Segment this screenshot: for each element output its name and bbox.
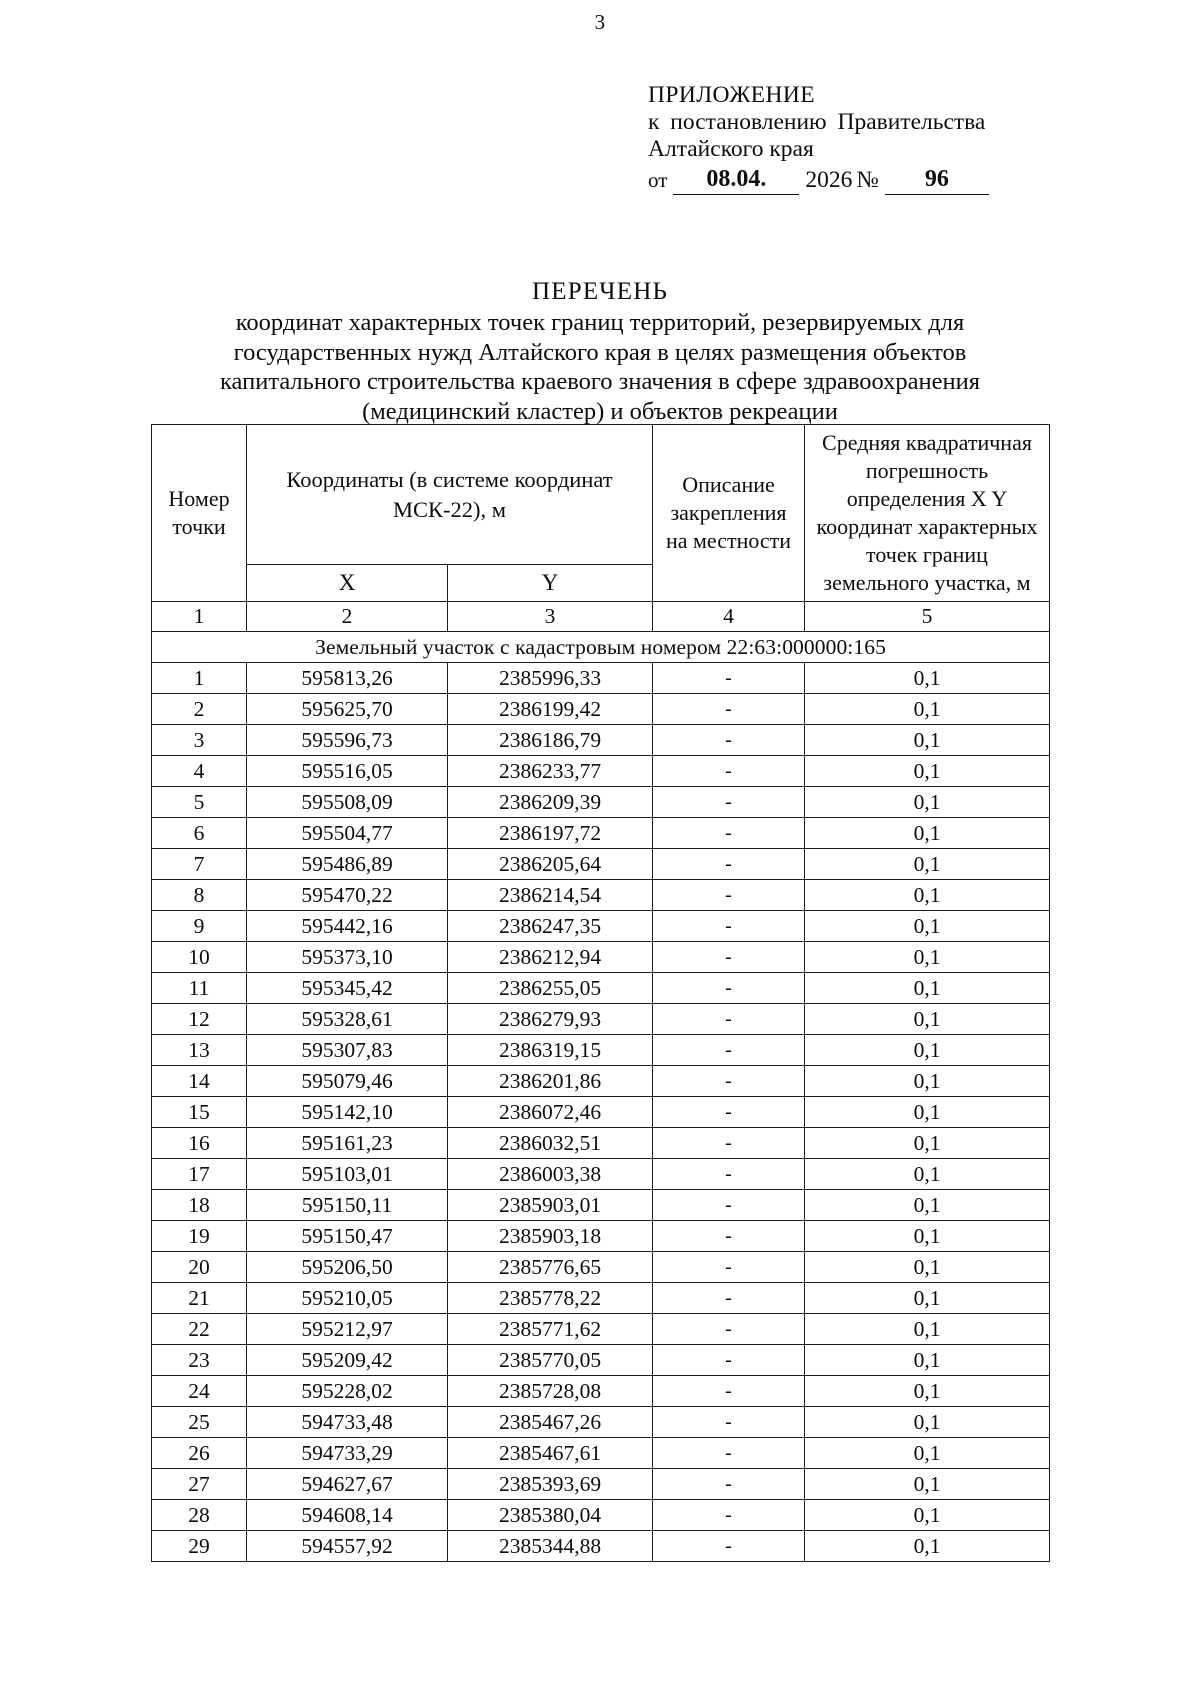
document-heading [150,278,1050,426]
x-coordinate-cell: 595150,47 [247,1221,448,1252]
description-cell: - [653,1345,805,1376]
table-row [152,1159,1050,1190]
x-coordinate-cell: 595209,42 [247,1345,448,1376]
x-coordinate-cell: 595486,89 [247,849,448,880]
y-coordinate-cell: 2386201,86 [448,1066,653,1097]
description-cell: - [653,1004,805,1035]
description-cell: - [653,1066,805,1097]
x-coordinate-cell: 595345,42 [247,973,448,1004]
point-number-cell: 14 [152,1066,247,1097]
y-coordinate-cell: 2386205,64 [448,849,653,880]
y-coordinate-cell: 2386032,51 [448,1128,653,1159]
th-x: X [247,565,448,602]
page-number: 3 [594,10,606,34]
x-coordinate-cell: 595625,70 [247,694,448,725]
y-coordinate-cell: 2386247,35 [448,911,653,942]
description-cell: - [653,694,805,725]
y-coordinate-cell: 2386186,79 [448,725,653,756]
appendix-title: ПРИЛОЖЕНИЕ [648,82,816,108]
description-cell: - [653,818,805,849]
table-row [152,1314,1050,1345]
th-y: Y [448,565,653,602]
error-cell: 0,1 [805,756,1050,787]
point-number-cell: 18 [152,1190,247,1221]
error-cell: 0,1 [805,818,1050,849]
x-coordinate-cell: 594627,67 [247,1469,448,1500]
description-cell: - [653,973,805,1004]
error-cell: 0,1 [805,1407,1050,1438]
description-cell: - [653,1469,805,1500]
table-row [152,942,1050,973]
description-cell: - [653,1283,805,1314]
error-cell: 0,1 [805,1531,1050,1562]
th-description: Описание закрепления на местности [653,425,805,602]
description-cell: - [653,1376,805,1407]
error-cell: 0,1 [805,1376,1050,1407]
error-cell: 0,1 [805,663,1050,694]
y-coordinate-cell: 2385903,18 [448,1221,653,1252]
col-num-5: 5 [805,602,1050,632]
description-cell: - [653,1252,805,1283]
table-row [152,725,1050,756]
y-coordinate-cell: 2386197,72 [448,818,653,849]
error-cell: 0,1 [805,1283,1050,1314]
point-number-cell: 12 [152,1004,247,1035]
table-row [152,1221,1050,1252]
x-coordinate-cell: 595103,01 [247,1159,448,1190]
table-header-row-main [152,425,1050,565]
x-coordinate-cell: 595228,02 [247,1376,448,1407]
y-coordinate-cell: 2385380,04 [448,1500,653,1531]
error-cell: 0,1 [805,694,1050,725]
x-coordinate-cell: 595161,23 [247,1128,448,1159]
table-row [152,818,1050,849]
table-body [152,632,1050,1562]
y-coordinate-cell: 2385771,62 [448,1314,653,1345]
error-cell: 0,1 [805,1128,1050,1159]
table-row [152,849,1050,880]
x-coordinate-cell: 595150,11 [247,1190,448,1221]
error-cell: 0,1 [805,1066,1050,1097]
appendix-date-row [648,166,1068,195]
y-coordinate-cell: 2385344,88 [448,1531,653,1562]
point-number-cell: 24 [152,1376,247,1407]
description-cell: - [653,1035,805,1066]
error-cell: 0,1 [805,1500,1050,1531]
description-cell: - [653,756,805,787]
point-number-cell: 23 [152,1345,247,1376]
y-coordinate-cell: 2385903,01 [448,1190,653,1221]
table-row [152,1252,1050,1283]
description-cell: - [653,1221,805,1252]
error-cell: 0,1 [805,1438,1050,1469]
y-coordinate-cell: 2386319,15 [448,1035,653,1066]
x-coordinate-cell: 595206,50 [247,1252,448,1283]
x-coordinate-cell: 594733,48 [247,1407,448,1438]
table-row [152,1438,1050,1469]
x-coordinate-cell: 595442,16 [247,911,448,942]
x-coordinate-cell: 595516,05 [247,756,448,787]
y-coordinate-cell: 2385728,08 [448,1376,653,1407]
th-point-number: Номер точки [152,425,247,602]
table-row [152,694,1050,725]
description-cell: - [653,725,805,756]
y-coordinate-cell: 2386233,77 [448,756,653,787]
error-cell: 0,1 [805,1159,1050,1190]
point-number-cell: 6 [152,818,247,849]
description-cell: - [653,849,805,880]
point-number-cell: 11 [152,973,247,1004]
error-cell: 0,1 [805,725,1050,756]
point-number-cell: 29 [152,1531,247,1562]
point-number-cell: 21 [152,1283,247,1314]
description-cell: - [653,942,805,973]
heading-subtitle-line-1: координат характерных точек границ территорий, резервируемых для [235,309,965,336]
decree-year-value: 2026 [805,167,853,193]
cadastral-section-label: Земельный участок с кадастровым номером 22:63:000000:165 [152,632,1050,663]
x-coordinate-cell: 595079,46 [247,1066,448,1097]
table-row [152,1097,1050,1128]
table-row [152,1407,1050,1438]
description-cell: - [653,1500,805,1531]
heading-title: ПЕРЕЧЕНЬ [531,278,669,305]
y-coordinate-cell: 2385996,33 [448,663,653,694]
table-row [152,1376,1050,1407]
th-coordinates-group: Координаты (в системе координат МСК-22), м [247,425,653,565]
x-coordinate-cell: 595212,97 [247,1314,448,1345]
error-cell: 0,1 [805,973,1050,1004]
table-row [152,663,1050,694]
point-number-cell: 26 [152,1438,247,1469]
x-coordinate-cell: 595504,77 [247,818,448,849]
heading-subtitle-line-2: государственных нужд Алтайского края в целях размещения объектов [233,338,967,366]
table-column-numbers-row [152,602,1050,632]
description-cell: - [653,1407,805,1438]
table-row [152,1283,1050,1314]
col-num-2: 2 [247,602,448,632]
col-num-4: 4 [653,602,805,632]
y-coordinate-cell: 2385393,69 [448,1469,653,1500]
point-number-cell: 25 [152,1407,247,1438]
description-cell: - [653,1438,805,1469]
error-cell: 0,1 [805,1004,1050,1035]
appendix-authority-line: к постановлению Правительства [648,109,986,135]
x-coordinate-cell: 595142,10 [247,1097,448,1128]
table-row [152,1500,1050,1531]
point-number-cell: 17 [152,1159,247,1190]
table-row [152,1190,1050,1221]
description-cell: - [653,1128,805,1159]
point-number-cell: 7 [152,849,247,880]
number-sign: № [856,167,879,193]
error-cell: 0,1 [805,1345,1050,1376]
x-coordinate-cell: 594733,29 [247,1438,448,1469]
heading-subtitle-line-3: капитального строительства краевого значения в сфере здравоохранения [220,368,980,395]
table-row [152,1035,1050,1066]
table-row [152,1345,1050,1376]
point-number-cell: 9 [152,911,247,942]
point-number-cell: 13 [152,1035,247,1066]
heading-subtitle-line-4: (медицинский кластер) и объектов рекреации [362,397,838,425]
date-label: от [648,168,668,192]
coordinates-table [151,424,1050,1562]
description-cell: - [653,787,805,818]
table-row [152,1469,1050,1500]
y-coordinate-cell: 2385770,05 [448,1345,653,1376]
col-num-1: 1 [152,602,247,632]
approval-block [648,82,1068,195]
decree-date-value: 08.04. [673,166,799,195]
table-row [152,787,1050,818]
point-number-cell: 20 [152,1252,247,1283]
error-cell: 0,1 [805,1252,1050,1283]
x-coordinate-cell: 594608,14 [247,1500,448,1531]
error-cell: 0,1 [805,849,1050,880]
y-coordinate-cell: 2386199,42 [448,694,653,725]
x-coordinate-cell: 595470,22 [247,880,448,911]
y-coordinate-cell: 2386209,39 [448,787,653,818]
y-coordinate-cell: 2386003,38 [448,1159,653,1190]
y-coordinate-cell: 2386072,46 [448,1097,653,1128]
x-coordinate-cell: 595328,61 [247,1004,448,1035]
point-number-cell: 1 [152,663,247,694]
col-num-3: 3 [448,602,653,632]
point-number-cell: 19 [152,1221,247,1252]
error-cell: 0,1 [805,942,1050,973]
cadastral-section-row [152,632,1050,663]
x-coordinate-cell: 595373,10 [247,942,448,973]
y-coordinate-cell: 2385467,61 [448,1438,653,1469]
point-number-cell: 28 [152,1500,247,1531]
table-row [152,911,1050,942]
error-cell: 0,1 [805,1314,1050,1345]
description-cell: - [653,1190,805,1221]
point-number-cell: 2 [152,694,247,725]
description-cell: - [653,1097,805,1128]
x-coordinate-cell: 594557,92 [247,1531,448,1562]
y-coordinate-cell: 2385776,65 [448,1252,653,1283]
point-number-cell: 3 [152,725,247,756]
x-coordinate-cell: 595508,09 [247,787,448,818]
point-number-cell: 5 [152,787,247,818]
point-number-cell: 4 [152,756,247,787]
description-cell: - [653,1159,805,1190]
table-row [152,1066,1050,1097]
point-number-cell: 10 [152,942,247,973]
description-cell: - [653,911,805,942]
y-coordinate-cell: 2385778,22 [448,1283,653,1314]
decree-number-value: 96 [885,166,989,195]
appendix-region-line: Алтайского края [648,136,814,162]
point-number-cell: 15 [152,1097,247,1128]
point-number-cell: 22 [152,1314,247,1345]
point-number-cell: 27 [152,1469,247,1500]
table-row [152,973,1050,1004]
point-number-cell: 8 [152,880,247,911]
table-row [152,1128,1050,1159]
description-cell: - [653,1531,805,1562]
x-coordinate-cell: 595210,05 [247,1283,448,1314]
table-row [152,756,1050,787]
y-coordinate-cell: 2385467,26 [448,1407,653,1438]
x-coordinate-cell: 595813,26 [247,663,448,694]
description-cell: - [653,1314,805,1345]
table-row [152,880,1050,911]
error-cell: 0,1 [805,911,1050,942]
table-row [152,1531,1050,1562]
x-coordinate-cell: 595307,83 [247,1035,448,1066]
table-head [152,425,1050,632]
table-row [152,1004,1050,1035]
x-coordinate-cell: 595596,73 [247,725,448,756]
y-coordinate-cell: 2386255,05 [448,973,653,1004]
error-cell: 0,1 [805,787,1050,818]
y-coordinate-cell: 2386214,54 [448,880,653,911]
error-cell: 0,1 [805,1035,1050,1066]
error-cell: 0,1 [805,1221,1050,1252]
y-coordinate-cell: 2386212,94 [448,942,653,973]
description-cell: - [653,880,805,911]
th-mean-square-error: Средняя квадратичная погрешность определения X Y координат характерных точек границ земельного участка, м [805,425,1050,602]
error-cell: 0,1 [805,1469,1050,1500]
description-cell: - [653,663,805,694]
error-cell: 0,1 [805,880,1050,911]
y-coordinate-cell: 2386279,93 [448,1004,653,1035]
point-number-cell: 16 [152,1128,247,1159]
error-cell: 0,1 [805,1097,1050,1128]
error-cell: 0,1 [805,1190,1050,1221]
